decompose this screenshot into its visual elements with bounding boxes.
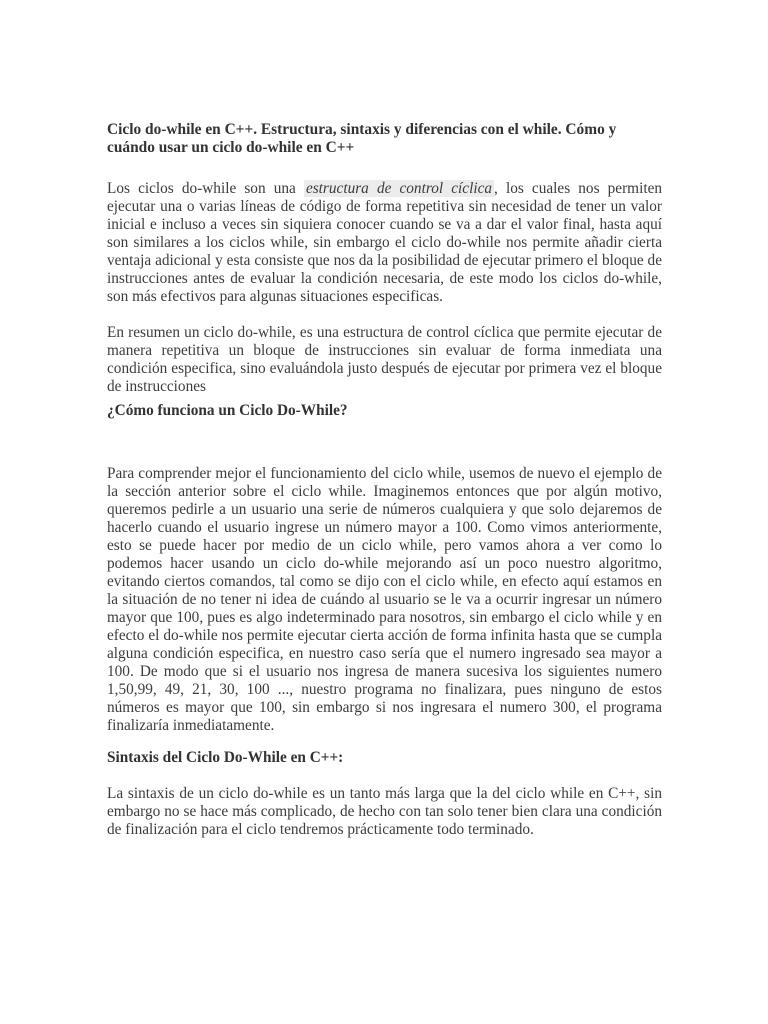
intro-text-after: , los cuales nos permiten ejecutar una o varias líneas de código de forma repetitiva sin necesidad de tener un valor inicial e incluso a veces sin siquiera conocer cuando se va a dar el valor final, hasta aquí son similares a los ciclos while, sin embargo el ciclo do-while nos permite añadir cierta ventaja adicional y esta consiste que nos da la posibilidad de ejecutar primero el bloque de instrucciones antes de evaluar la condición necesaria, de este modo los ciclos do-while, son más efectivos para algunas situaciones especificas. [107,180,663,305]
syntax-paragraph: La sintaxis de un ciclo do-while es un tanto más larga que la del ciclo while en C++, sin embargo no se hace más complicado, de hecho con tan solo tener bien clara una condición de finalización para el ciclo tendremos prácticamente todo terminado. [107,785,662,838]
intro-text-before: Los ciclos do-while son una [107,180,304,197]
section-heading-how-it-works: ¿Cómo funciona un Ciclo Do-While? [107,402,348,419]
document-title: Ciclo do-while en C++. Estructura, sintaxis y diferencias con el while. Cómo y cuándo usar un ciclo do-while en C++ [107,121,617,156]
how-it-works-paragraph: Para comprender mejor el funcionamiento del ciclo while, usemos de nuevo el ejemplo de la sección anterior sobre el ciclo while. Imaginemos entonces que por algún motivo, queremos pedirle a un usuario una serie de números cualquiera y que solo dejaremos de hacerlo cuando el usuario ingrese un número mayor a 100. Como vimos anteriormente, esto se puede hacer por medio de un ciclo while, pero vamos ahora a ver como lo podemos hacer usando un ciclo do-while mejorando así un poco nuestro algoritmo, evitando ciertos comandos, tal como se dijo con el ciclo while, en efecto aquí estamos en la situación de no tener ni idea de cuándo al usuario se le va a ocurrir ingresar un número mayor que 100, pues es algo indeterminado para nosotros, sin embargo el ciclo while y en efecto el do-while nos permite ejecutar cierta acción de forma infinita hasta que se cumpla alguna condición especifica, en nuestro caso sería que el numero ingresado sea mayor a 100. De modo que si el usuario nos ingresa de manera sucesiva los siguientes numero 1,50,99, 49, 21, 30, 100 ..., nuestro programa no finalizara, pues ninguno de estos números es mayor que 100, sin embargo si nos ingresara el numero 300, el programa finalizaría inmediatamente. [107,465,662,734]
section-heading-syntax: Sintaxis del Ciclo Do-While en C++: [107,749,344,766]
highlighted-term-link[interactable]: estructura de control cíclica [305,180,493,197]
summary-paragraph: En resumen un ciclo do-while, es una estructura de control cíclica que permite ejecutar de manera repetitiva un bloque de instrucciones sin evaluar de forma inmediata una condición especifica, sino evaluándola justo después de ejecutar por primera vez el bloque de instrucciones [107,324,662,395]
intro-paragraph [107,180,662,306]
